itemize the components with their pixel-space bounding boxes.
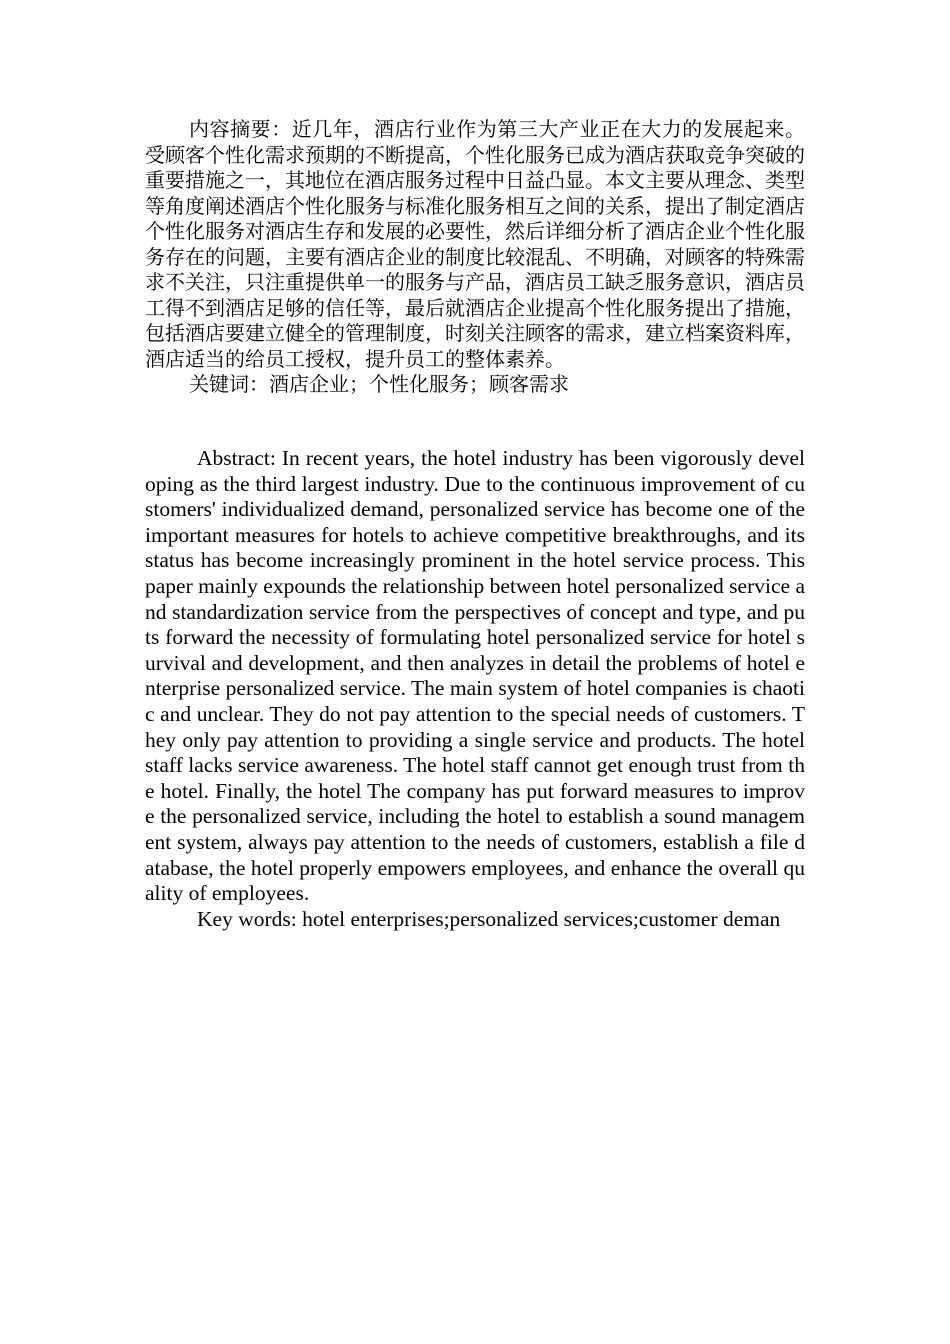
chinese-keywords: 关键词：酒店企业；个性化服务；顾客需求 [189, 372, 569, 396]
english-abstract-paragraph: Abstract: In recent years, the hotel industry has been vigorously developing as the third largest industry. Due to the continuous improvement of customers' individualized demand, personalized service has become one of the important measures for hotels to achieve competitive breakthroughs, and its status has become increasingly prominent in the hotel service process. This paper mainly expounds the relationship between hotel personalized service and standardization service from the perspectives of concept and type, and puts forward the necessity of formulating hotel personalized service for hotel survival and development, and then analyzes in detail the problems of hotel enterprise personalized service. The main system of hotel companies is chaotic and unclear. They do not pay attention to the special needs of customers. They only pay attention to providing a single service and products. The hotel staff lacks service awareness. The hotel staff cannot get enough trust from the hotel. Finally, the hotel The company has put forward measures to improve the personalized service, including the hotel to establish a sound management system, always pay attention to the needs of customers, establish a file database, the hotel properly empowers employees, and enhance the overall quality of employees. [145, 446, 805, 906]
chinese-abstract-section [145, 117, 805, 398]
chinese-abstract-paragraph: 内容摘要：近几年，酒店行业作为第三大产业正在大力的发展起来。受顾客个性化需求预期的不断提高，个性化服务已成为酒店获取竞争突破的重要措施之一，其地位在酒店服务过程中日益凸显。本文主要从理念、类型等角度阐述酒店个性化服务与标准化服务相互之间的关系，提出了制定酒店个性化服务对酒店生存和发展的必要性，然后详细分析了酒店企业个性化服务存在的问题，主要有酒店企业的制度比较混乱、不明确，对顾客的特殊需求不关注，只注重提供单一的服务与产品，酒店员工缺乏服务意识，酒店员工得不到酒店足够的信任等，最后就酒店企业提高个性化服务提出了措施，包括酒店要建立健全的管理制度，时刻关注顾客的需求，建立档案资料库，酒店适当的给员工授权，提升员工的整体素养。 [145, 117, 805, 371]
english-abstract-section [145, 446, 805, 932]
english-keywords: Key words: hotel enterprises;personalized services;customer deman [197, 906, 781, 931]
